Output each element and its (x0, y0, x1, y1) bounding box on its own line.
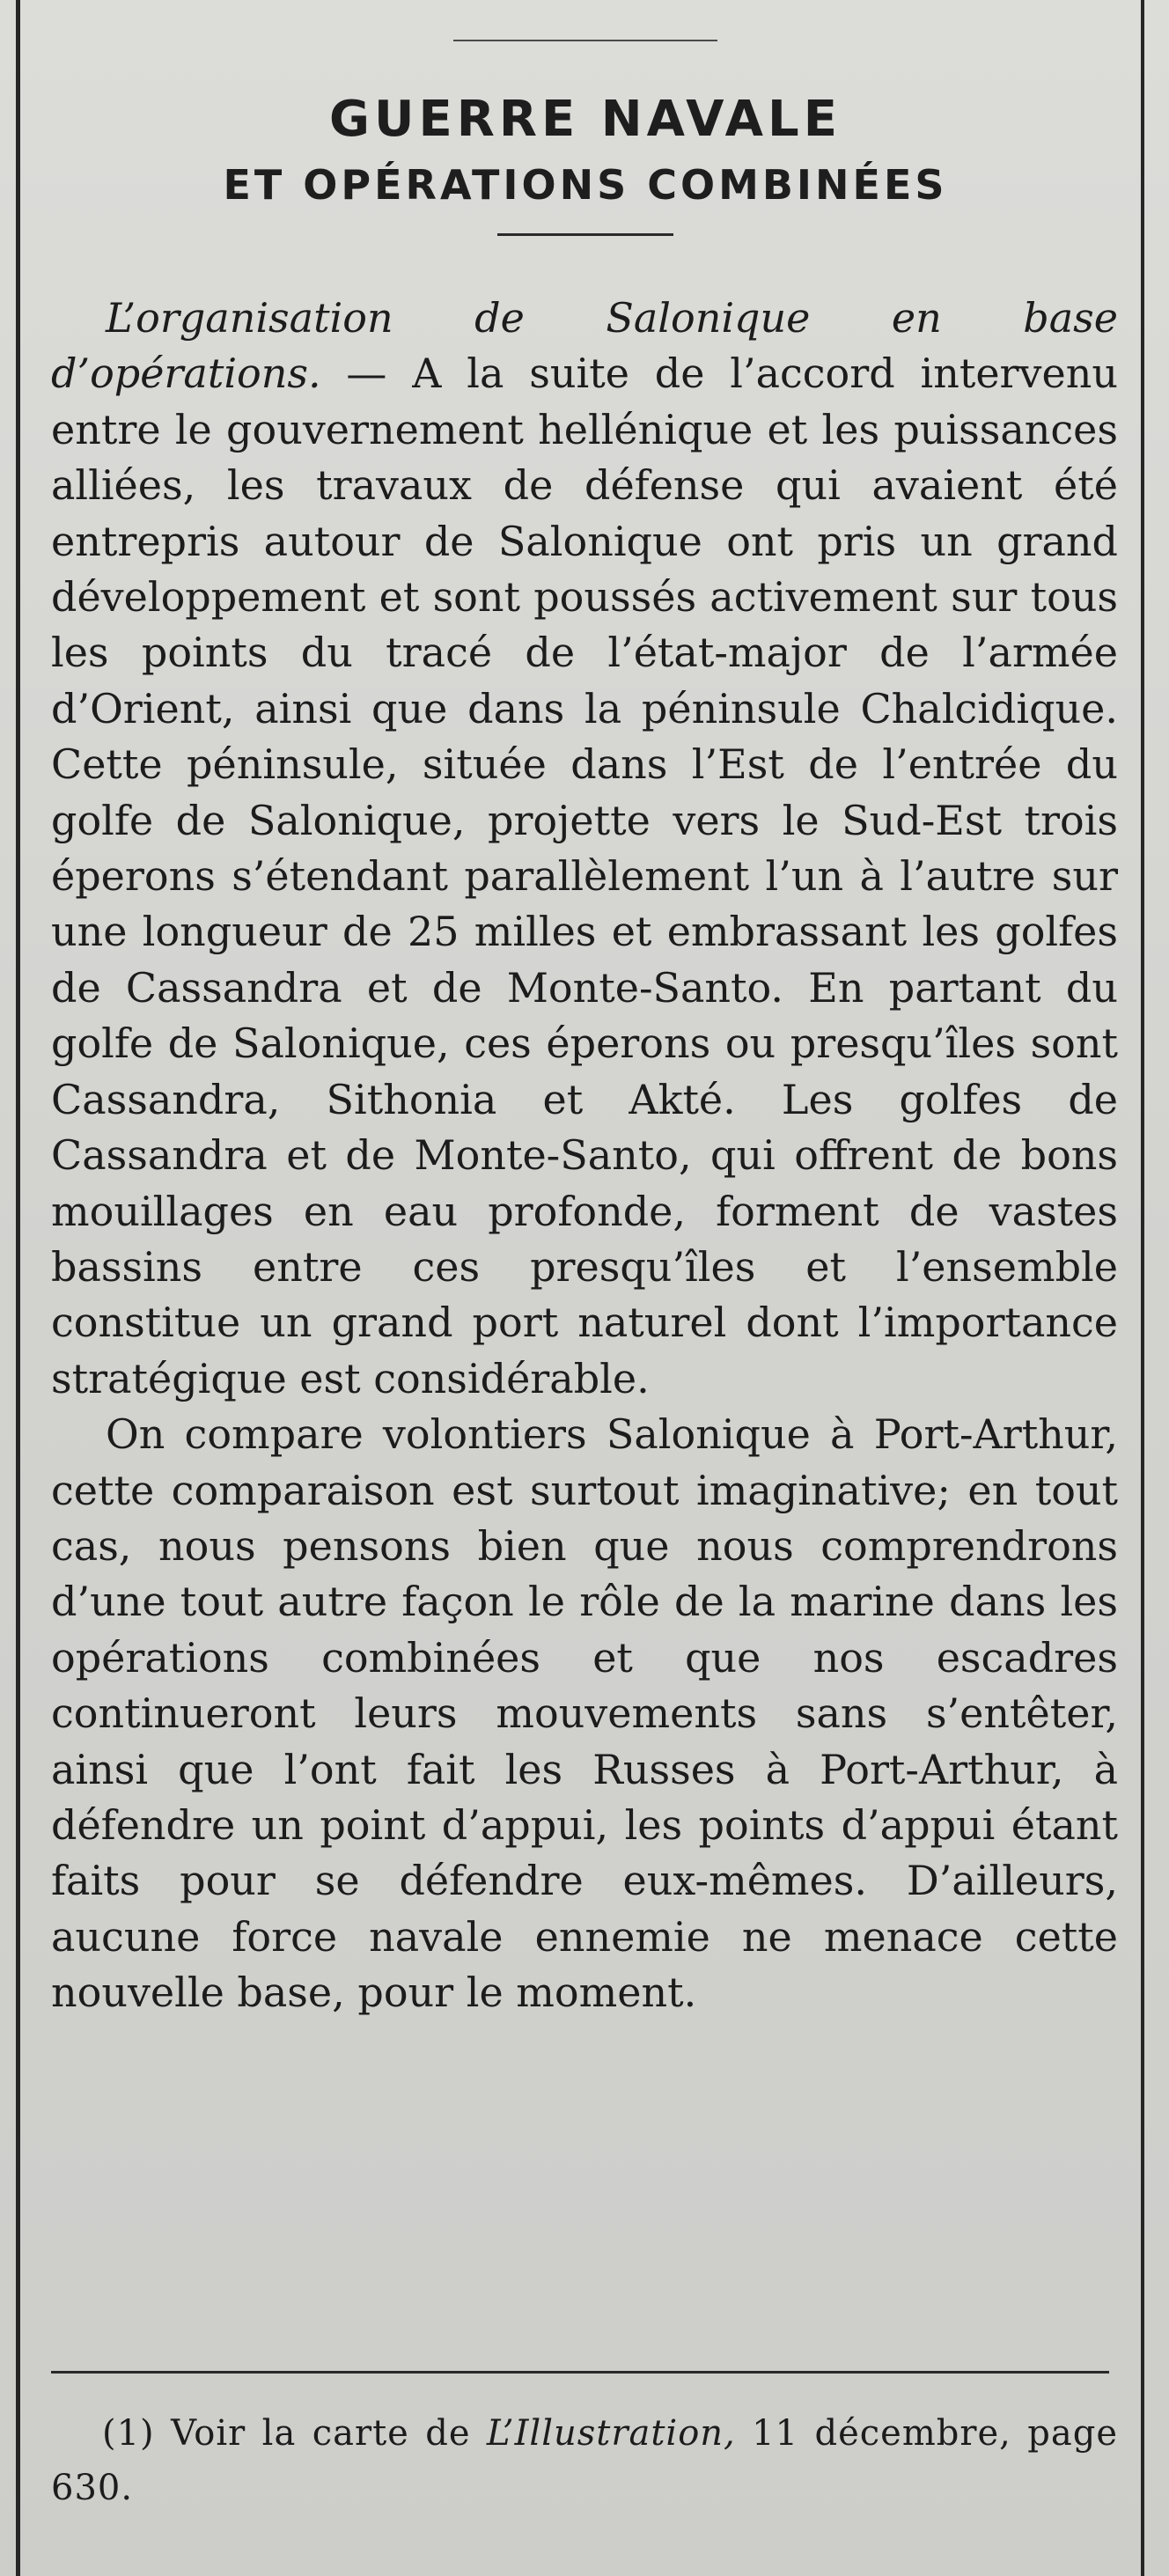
paragraph-1-heading: L’organisation de Salonique en base d’opérations. (51, 294, 1118, 398)
footnote-rest: 11 décembre, page 630. (51, 2413, 1118, 2508)
footnote-marker: (1) Voir la carte de (102, 2413, 487, 2454)
column-rule-left (16, 0, 20, 2576)
article-title: GUERRE NAVALE (329, 91, 842, 148)
footnote-separator-rule (51, 2371, 1109, 2374)
paragraph-1 (51, 291, 1118, 1407)
top-separator-rule (453, 40, 717, 41)
column-rule-right (1141, 0, 1144, 2576)
footnote (51, 2406, 1118, 2515)
paragraph-2: On compare volontiers Salonique à Port-Arthur, cette comparaison est surtout imaginative; en tout cas, nous pensons bien que nous comprendrons d’une tout autre façon le rôle de la marine dans les opérations combinées et que nos escadres continueront leurs mouvements sans s’entêter, ainsi que l’ont fait les Russes à Port-Arthur, à défendre un point d’appui, les points d’appui étant faits pour se défendre eux-mêmes. D’ailleurs, aucune force navale ennemie ne menace cette nouvelle base, pour le moment. (51, 1410, 1118, 2017)
article-body (51, 291, 1118, 2021)
article-subtitle: ET OPÉRATIONS COMBINÉES (223, 161, 948, 209)
title-separator-rule (497, 233, 673, 236)
paragraph-1-text: — A la suite de l’accord intervenu entre le gouvernement hellénique et les puissances alliées, les travaux de défense qui avaient été entrepris autour de Salonique ont pris un grand développement et sont poussés activement sur tous les points du tracé de l’état-major de l’armée d’Orient, ainsi que dans la péninsule Chalcidique. Cette péninsule, située dans l’Est de l’entrée du golfe de Salonique, projette vers le Sud-Est trois éperons s’étendant parallèlement l’un à l’autre sur une longueur de 25 milles et embrassant les golfes de Cassandra et de Monte-Santo. En partant du golfe de Salonique, ces éperons ou presqu’îles sont Cassandra, Sithonia et Akté. Les golfes de Cassandra et de Monte-Santo, qui offrent de bons mouillages en eau profonde, forment de vastes bassins entre ces presqu’îles et l’ensemble constitue un grand port naturel dont l’importance stratégique est considérable. (51, 350, 1118, 1402)
footnote-publication: L’Illustration, (486, 2413, 736, 2454)
